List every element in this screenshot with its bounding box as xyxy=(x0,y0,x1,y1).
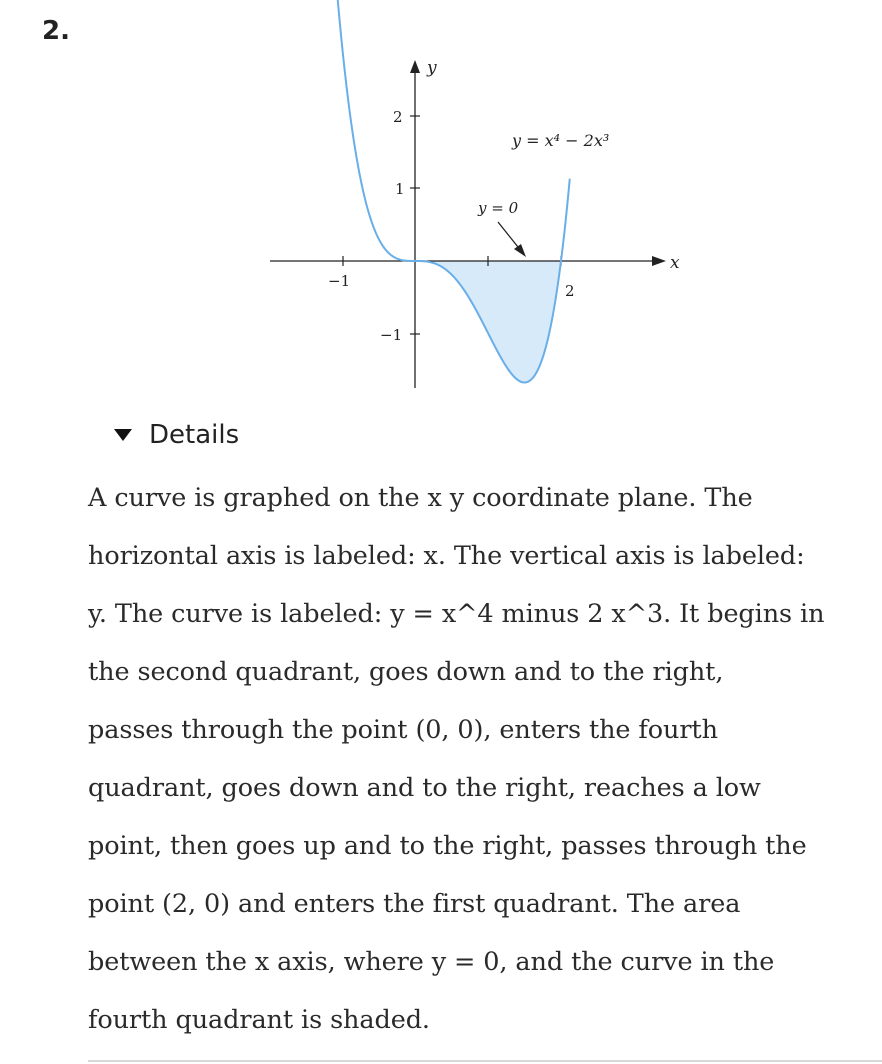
bottom-divider xyxy=(88,1060,882,1062)
problem-number: 2. xyxy=(42,16,70,46)
y-tick-label-2: 2 xyxy=(393,108,403,126)
shaded-area xyxy=(415,261,561,383)
x-axis-arrow-icon xyxy=(652,256,666,266)
description-line: A curve is graphed on the x y coordinate plane. The xyxy=(88,483,753,513)
description-line: quadrant, goes down and to the right, reaches a low xyxy=(88,773,761,803)
y-axis-label: y xyxy=(427,58,437,78)
description-line: between the x axis, where y = 0, and the curve in the xyxy=(88,947,775,977)
expanded-triangle-icon xyxy=(114,429,132,441)
graph-figure xyxy=(0,0,882,400)
curve-label: y = x⁴ − 2x³ xyxy=(512,131,610,150)
description-line: passes through the point (0, 0), enters the fourth xyxy=(88,715,718,745)
baseline-label: y = 0 xyxy=(478,199,519,217)
description-line: y. The curve is labeled: y = x^4 minus 2 x^3. It begins in xyxy=(88,599,825,629)
details-toggle[interactable] xyxy=(114,420,239,450)
baseline-pointer-arrow-icon xyxy=(514,244,526,257)
x-tick-label-2: 2 xyxy=(565,282,575,300)
x-axis-label: x xyxy=(670,253,680,273)
description-line: point, then goes up and to the right, passes through the xyxy=(88,831,807,861)
description-line: fourth quadrant is shaded. xyxy=(88,1005,430,1035)
description-line: point (2, 0) and enters the first quadrant. The area xyxy=(88,889,741,919)
description-line: the second quadrant, goes down and to the right, xyxy=(88,657,724,687)
x-tick-label-neg1: −1 xyxy=(328,272,351,290)
description-line: horizontal axis is labeled: x. The vertical axis is labeled: xyxy=(88,541,805,571)
details-summary: Details xyxy=(149,420,240,450)
y-tick-label-neg1: −1 xyxy=(380,326,403,344)
details-description xyxy=(88,469,860,1049)
y-axis-arrow-icon xyxy=(410,60,420,73)
y-tick-label-1: 1 xyxy=(395,180,405,198)
